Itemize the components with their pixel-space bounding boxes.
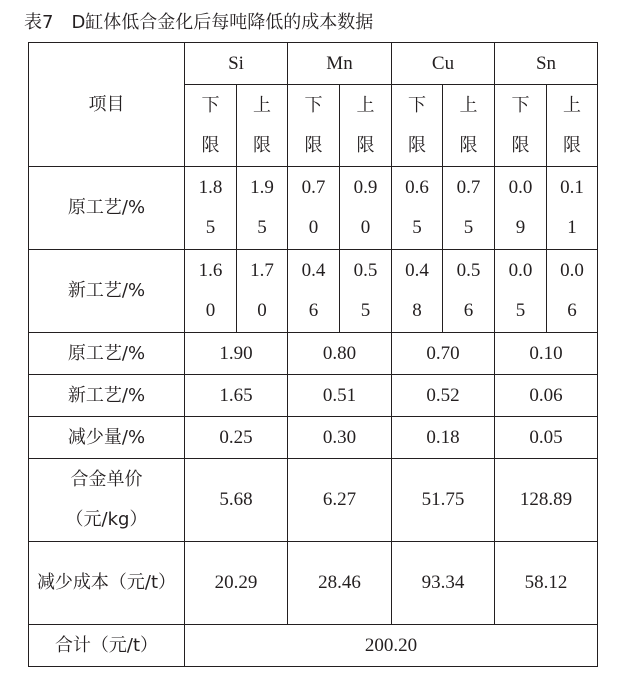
price-cell: 128.89 xyxy=(495,459,598,542)
range-cell: 0.7 0 xyxy=(288,167,340,250)
range-cell: 0.5 5 xyxy=(340,250,392,333)
price-cell: 51.75 xyxy=(392,459,495,542)
value-row-new xyxy=(29,375,598,417)
range-row-original xyxy=(29,167,598,250)
header-si: Si xyxy=(185,43,288,85)
row-label: 原工艺/% xyxy=(29,333,185,375)
row-label: 减少成本（元/t） xyxy=(29,542,185,625)
range-cell: 1.6 0 xyxy=(185,250,237,333)
range-cell: 0.4 8 xyxy=(392,250,443,333)
range-cell: 0.0 5 xyxy=(495,250,547,333)
mn-lower-limit: 下 限 xyxy=(288,85,340,167)
value-cell: 0.06 xyxy=(495,375,598,417)
range-cell: 0.0 9 xyxy=(495,167,547,250)
total-label: 合计（元/t） xyxy=(29,625,185,667)
range-cell: 0.6 5 xyxy=(392,167,443,250)
value-cell: 1.65 xyxy=(185,375,288,417)
price-cell: 5.68 xyxy=(185,459,288,542)
total-row xyxy=(29,625,598,667)
row-label: 新工艺/% xyxy=(29,250,185,333)
value-cell: 0.25 xyxy=(185,417,288,459)
cost-cell: 20.29 xyxy=(185,542,288,625)
value-row-reduction xyxy=(29,417,598,459)
value-cell: 0.52 xyxy=(392,375,495,417)
header-sn: Sn xyxy=(495,43,598,85)
range-cell: 0.5 6 xyxy=(443,250,495,333)
header-cu: Cu xyxy=(392,43,495,85)
cu-lower-limit: 下 限 xyxy=(392,85,443,167)
sn-lower-limit: 下 限 xyxy=(495,85,547,167)
si-lower-limit: 下 限 xyxy=(185,85,237,167)
value-cell: 0.05 xyxy=(495,417,598,459)
range-cell: 1.7 0 xyxy=(237,250,288,333)
cu-upper-limit: 上 限 xyxy=(443,85,495,167)
range-cell: 0.4 6 xyxy=(288,250,340,333)
header-row-elements xyxy=(29,43,598,85)
value-cell: 0.80 xyxy=(288,333,392,375)
row-label: 合金单价（元/kg） xyxy=(29,459,185,542)
sn-upper-limit: 上 限 xyxy=(547,85,598,167)
cost-cell: 28.46 xyxy=(288,542,392,625)
value-cell: 0.30 xyxy=(288,417,392,459)
value-row-original xyxy=(29,333,598,375)
total-value: 200.20 xyxy=(185,625,598,667)
range-row-new xyxy=(29,250,598,333)
range-cell: 0.9 0 xyxy=(340,167,392,250)
cost-row xyxy=(29,542,598,625)
value-cell: 0.51 xyxy=(288,375,392,417)
header-item: 项目 xyxy=(29,43,185,167)
range-cell: 1.9 5 xyxy=(237,167,288,250)
row-label: 新工艺/% xyxy=(29,375,185,417)
table-caption: 表7 D缸体低合金化后每吨降低的成本数据 xyxy=(24,12,374,33)
value-cell: 1.90 xyxy=(185,333,288,375)
cost-cell: 58.12 xyxy=(495,542,598,625)
value-cell: 0.70 xyxy=(392,333,495,375)
range-cell: 0.1 1 xyxy=(547,167,598,250)
row-label: 减少量/% xyxy=(29,417,185,459)
range-cell: 0.0 6 xyxy=(547,250,598,333)
value-cell: 0.18 xyxy=(392,417,495,459)
value-cell: 0.10 xyxy=(495,333,598,375)
cost-reduction-table xyxy=(28,42,598,667)
range-cell: 1.8 5 xyxy=(185,167,237,250)
header-mn: Mn xyxy=(288,43,392,85)
row-label: 原工艺/% xyxy=(29,167,185,250)
mn-upper-limit: 上 限 xyxy=(340,85,392,167)
cost-cell: 93.34 xyxy=(392,542,495,625)
price-row xyxy=(29,459,598,542)
si-upper-limit: 上 限 xyxy=(237,85,288,167)
range-cell: 0.7 5 xyxy=(443,167,495,250)
price-cell: 6.27 xyxy=(288,459,392,542)
